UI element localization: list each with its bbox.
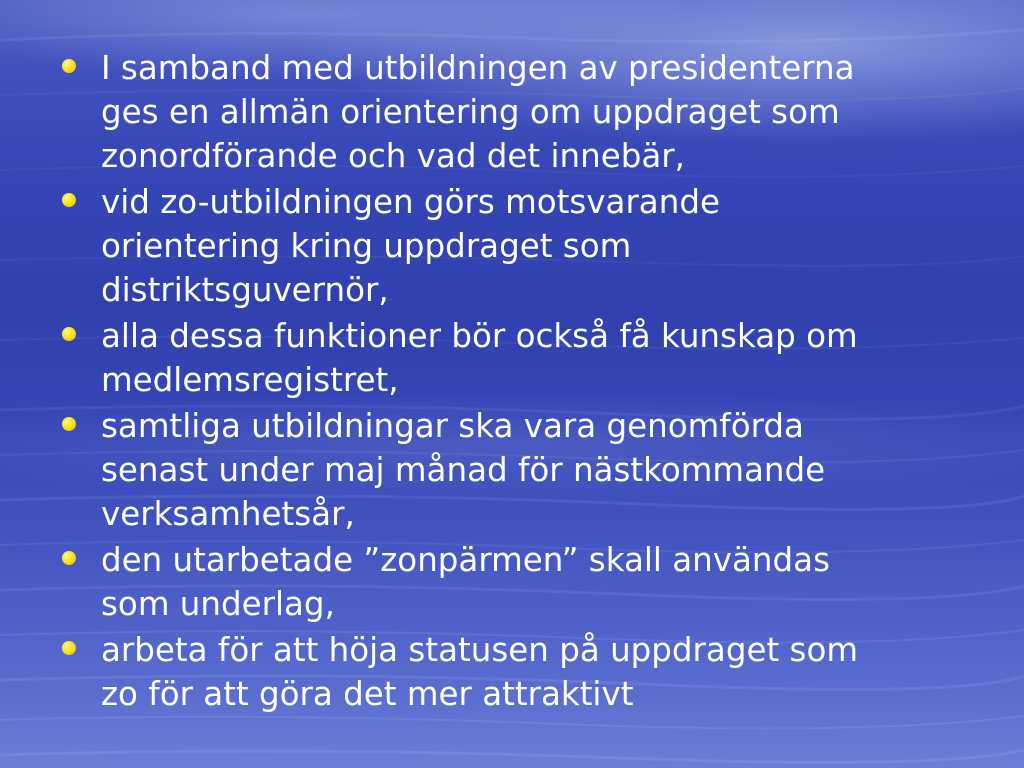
bullet-line: ges en allmän orientering om uppdraget som	[101, 93, 840, 131]
bullet-line: medlemsregistret,	[101, 361, 399, 399]
bullet-line: arbeta för att höja statusen på uppdraget som	[101, 631, 859, 669]
bullet-line: orientering kring uppdraget som	[101, 227, 632, 265]
bullet-line: vid zo-utbildningen görs motsvarande	[101, 183, 720, 221]
bullet-item	[56, 46, 936, 178]
bullet-line: samtliga utbildningar ska vara genomförda	[101, 407, 804, 445]
bullet-item	[56, 180, 936, 312]
bullet-line: zonordförande och vad det innebär,	[101, 137, 685, 175]
bullet-line: I samband med utbildningen av presidenterna	[101, 49, 855, 87]
bullet-icon	[62, 551, 76, 565]
bullet-line: som underlag,	[101, 585, 335, 623]
bullet-line: distriktsguvernör,	[101, 271, 389, 309]
bullet-line: zo för att göra det mer attraktivt	[101, 675, 634, 713]
bullet-line: alla dessa funktioner bör också få kunskap om	[101, 317, 858, 355]
bullet-icon	[62, 193, 76, 207]
bullet-line: den utarbetade ”zonpärmen” skall användas	[101, 541, 830, 579]
bullet-line: senast under maj månad för nästkommande	[101, 451, 826, 489]
bullet-item	[56, 314, 936, 402]
bullet-item	[56, 404, 936, 536]
bullet-icon	[62, 641, 76, 655]
bullet-icon	[62, 417, 76, 431]
bullet-icon	[62, 327, 76, 341]
bullet-line: verksamhetsår,	[101, 495, 355, 533]
bullet-icon	[62, 59, 76, 73]
bullet-item	[56, 628, 936, 716]
bullet-item	[56, 538, 936, 626]
bullet-list	[56, 46, 936, 718]
